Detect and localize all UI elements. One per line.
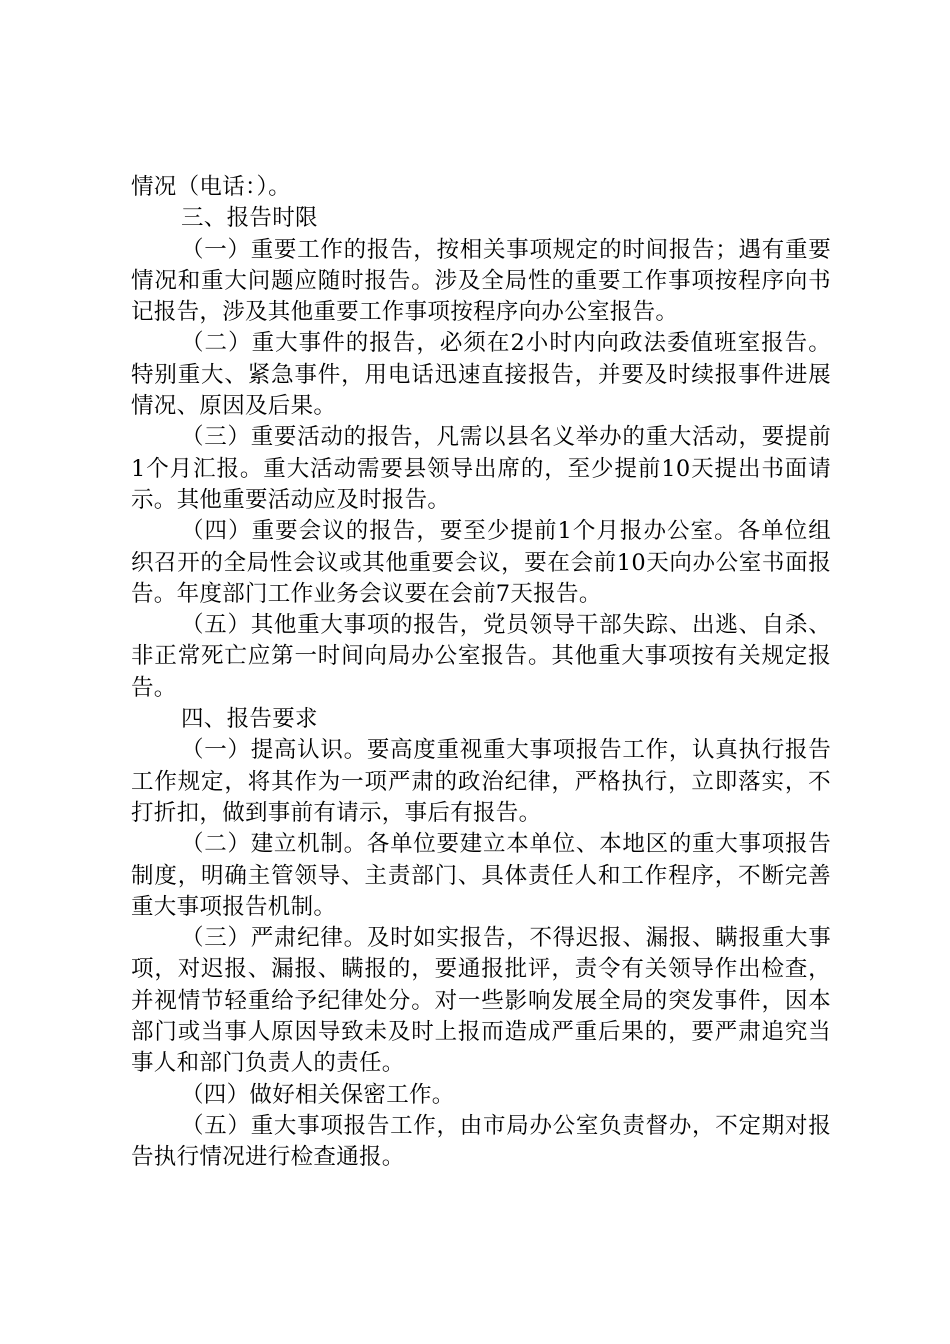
- paragraph: （一）提高认识。要高度重视重大事项报告工作，认真执行报告工作规定，将其作为一项严肃的政治纪律，严格执行，立即落实，不打折扣，做到事前有请示，事后有报告。: [131, 737, 831, 826]
- paragraph: （五）重大事项报告工作，由市局办公室负责督办，不定期对报告执行情况进行检查通报。: [131, 1112, 831, 1171]
- paragraph: （四）重要会议的报告，要至少提前1个月报办公室。各单位组织召开的全局性会议或其他重要会议，要在会前10天向办公室书面报告。年度部门工作业务会议要在会前7天报告。: [131, 518, 831, 607]
- paragraph: （二）建立机制。各单位要建立本单位、本地区的重大事项报告制度，明确主管领导、主责部门、具体责任人和工作程序，不断完善重大事项报告机制。: [131, 831, 831, 920]
- paragraph: （一）重要工作的报告，按相关事项规定的时间报告；遇有重要情况和重大问题应随时报告。涉及全局性的重要工作事项按程序向书记报告，涉及其他重要工作事项按程序向办公室报告。: [131, 236, 831, 326]
- paragraph: （二）重大事件的报告，必须在2小时内向政法委值班室报告。特别重大、紧急事件，用电话迅速直接报告，并要及时续报事件进展情况、原因及后果。: [131, 330, 831, 420]
- paragraph: （五）其他重大事项的报告，党员领导干部失踪、出逃、自杀、非正常死亡应第一时间向局办公室报告。其他重大事项按有关规定报告。: [131, 612, 831, 701]
- paragraph: （三）重要活动的报告，凡需以县名义举办的重大活动，要提前1个月汇报。重大活动需要县领导出席的，至少提前10天提出书面请示。其他重要活动应及时报告。: [131, 424, 831, 513]
- paragraph: （四）做好相关保密工作。: [181, 1081, 455, 1108]
- section-heading-report-deadline: 三、报告时限: [181, 205, 318, 232]
- paragraph: （三）严肃纪律。及时如实报告，不得迟报、漏报、瞒报重大事项，对迟报、漏报、瞒报的，要通报批评，责令有关领导作出检查，并视情节轻重给予纪律处分。对一些影响发展全局的突发事件，因本部门或当事人原因导致未及时上报而造成严重后果的，要严肃追究当事人和部门负责人的责任。: [131, 925, 831, 1077]
- continuation-paragraph: 情况（电话：）。: [131, 174, 291, 200]
- section-heading-report-requirements: 四、报告要求: [181, 706, 318, 733]
- document-body: [131, 172, 831, 1174]
